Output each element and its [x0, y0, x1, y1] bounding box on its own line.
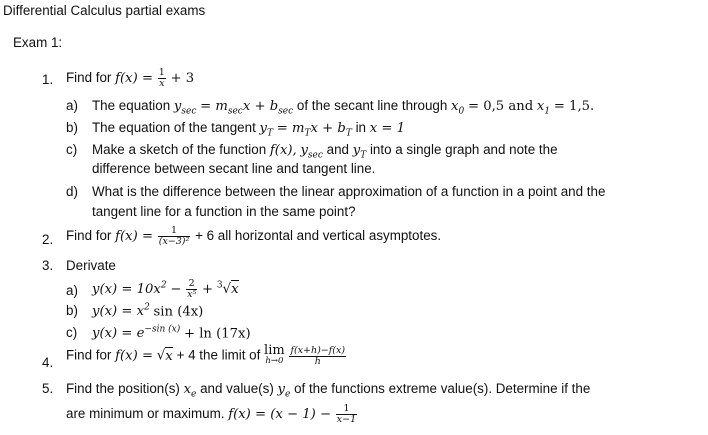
q1d-line2: tangent line for a function in the same point? — [92, 204, 356, 219]
q1a-x0: x — [451, 99, 459, 114]
q3a-expr — [92, 279, 239, 300]
q1c-and: and — [326, 142, 349, 157]
q3a-marker: a) — [66, 283, 78, 298]
q4-fraction — [289, 346, 346, 367]
q3-lead: Derivate — [66, 258, 116, 273]
q3b-marker: b) — [66, 303, 78, 318]
q4-root-sym: √ — [156, 348, 166, 364]
q1b-m: = m — [276, 121, 305, 136]
q2-fraction — [158, 226, 191, 247]
q3a-plus: + — [202, 282, 214, 298]
q1b-text-before: The equation of the tangent — [92, 120, 256, 135]
q1a-y-sub: sec — [181, 106, 197, 117]
q1-lead: Find for — [66, 70, 112, 86]
q1c-line1-after: into a single graph and note the — [369, 142, 558, 157]
q3c-lhs: y(x) = e — [92, 326, 145, 342]
q1-frac-den: x — [159, 78, 165, 89]
q1c-fx: f(x), — [269, 143, 297, 158]
q3a-root-sym: √ — [222, 282, 232, 298]
q4-lead: Find for — [66, 347, 112, 363]
q1b-y: y — [259, 121, 267, 136]
q1c-line1 — [92, 142, 558, 161]
q5-line2-before: are minimum or maximum. — [66, 406, 225, 422]
q1a-marker: a) — [66, 98, 78, 113]
q5-xe: x — [183, 382, 192, 397]
q1b-text-mid: in — [355, 120, 367, 135]
q3b-expr — [92, 303, 203, 319]
q1c-line2: difference between secant line and tangent line. — [92, 161, 376, 176]
q5-line1-mid: and value(s) — [200, 381, 274, 396]
q5-frac-den: x−1 — [336, 414, 357, 425]
q4-lim-under: h→0 — [265, 356, 284, 366]
q2-statement — [66, 226, 441, 247]
q1-number: 1. — [42, 72, 54, 87]
q3a-root-index: 3 — [216, 280, 223, 291]
q3a-minus: − — [170, 282, 182, 298]
q1b-b-sub: T — [345, 128, 352, 139]
q5-fraction — [336, 404, 357, 425]
q5-ye: y — [277, 382, 285, 397]
q1d-line1: What is the difference between the linear approximation of a function in a point and the — [92, 184, 606, 199]
q5-f-lhs: f(x) = (x − 1) − — [228, 407, 332, 423]
q1a-x1-val: = 1,5. — [553, 99, 595, 114]
q4-number: 4. — [42, 355, 54, 370]
q1a-b-sub: sec — [278, 106, 294, 117]
q3a-fraction — [186, 279, 197, 300]
q1b-text — [92, 120, 405, 139]
q5-line1-before: Find the position(s) — [66, 381, 180, 396]
q1a-text-before: The equation — [92, 98, 171, 113]
q1c-yT: y — [352, 143, 361, 158]
q1a-x1: x — [536, 99, 545, 114]
q3a-exp: 2 — [160, 280, 167, 291]
q1b-cond: x = 1 — [369, 121, 406, 136]
q1c-ysec-sub: sec — [307, 150, 323, 161]
q1-frac-num: 1 — [158, 67, 165, 78]
q3a-frac-den: x⁵ — [187, 289, 197, 300]
exam-label: Exam 1: — [13, 35, 63, 50]
q2-f-lhs: f(x) = — [115, 229, 153, 245]
q4-limit — [264, 345, 285, 367]
q3c-exp: −sin (x) — [144, 325, 181, 335]
q5-line1-after: of the functions extreme value(s). Determine if the — [294, 381, 591, 396]
q1a-x1-sub: 1 — [544, 106, 551, 117]
q4-frac-den: h — [314, 355, 321, 367]
q3c-marker: c) — [66, 325, 78, 340]
q1d-marker: d) — [66, 184, 78, 199]
q5-line2 — [66, 404, 358, 425]
q1-statement — [66, 68, 194, 89]
q1a-text-after: of the secant line through — [296, 98, 448, 113]
q4-tail: + 4 the limit of — [176, 347, 261, 363]
q1a-x0-sub: 0 — [458, 106, 465, 117]
q5-frac-num: 1 — [336, 404, 357, 415]
q3c-rhs: + ln (17x) — [183, 326, 251, 342]
q1c-yT-sub: T — [360, 150, 367, 161]
q3b-lhs: y(x) = x — [92, 304, 145, 320]
q1c-line1-before: Make a sketch of the function — [92, 142, 267, 157]
q3-number: 3. — [42, 258, 54, 273]
q2-lead: Find for — [66, 228, 112, 244]
q4-root-arg: x — [165, 348, 173, 364]
q1a-y: y — [173, 99, 182, 114]
q5-ye-sub: e — [285, 389, 291, 400]
q4-f-lhs: f(x) = — [115, 348, 153, 364]
q1a-m: = m — [200, 99, 228, 114]
q3a-frac-num: 2 — [186, 279, 197, 290]
q4-lim: lim — [264, 343, 285, 358]
q1b-m-sub: T — [304, 128, 311, 139]
q1a-x0-val: = 0,5 and — [467, 99, 534, 114]
q3b-exp: 2 — [144, 303, 150, 313]
q1-tail: + 3 — [170, 71, 195, 87]
q5-line1 — [66, 381, 590, 400]
q1a-xb: x + b — [242, 99, 279, 114]
q3c-expr — [92, 325, 251, 341]
q1a-m-sub: sec — [227, 106, 243, 117]
q2-frac-den: (x−3)² — [158, 236, 190, 247]
q5-xe-sub: e — [191, 389, 197, 400]
q1b-marker: b) — [66, 120, 78, 135]
q3a-root-arg: x — [231, 282, 239, 298]
q1c-marker: c) — [66, 142, 78, 157]
q4-frac-num: f(x+h)−f(x) — [290, 344, 346, 356]
q1-f-lhs: f(x) = — [115, 71, 153, 87]
q1b-y-sub: T — [266, 128, 273, 139]
q1-fraction — [158, 68, 166, 89]
q1b-xb: x + b — [310, 121, 346, 136]
q1a-text — [92, 98, 594, 117]
q4-statement — [66, 345, 347, 367]
q3b-rhs: sin (4x) — [153, 304, 204, 320]
q3a-lhs: y(x) = 10x — [92, 282, 161, 298]
document-title: Differential Calculus partial exams — [3, 3, 206, 18]
q1c-ysec: y — [300, 143, 308, 158]
q2-frac-num: 1 — [158, 226, 191, 237]
q2-number: 2. — [42, 232, 54, 247]
q2-tail: + 6 all horizontal and vertical asymptotes. — [195, 228, 442, 244]
q5-number: 5. — [42, 381, 54, 396]
